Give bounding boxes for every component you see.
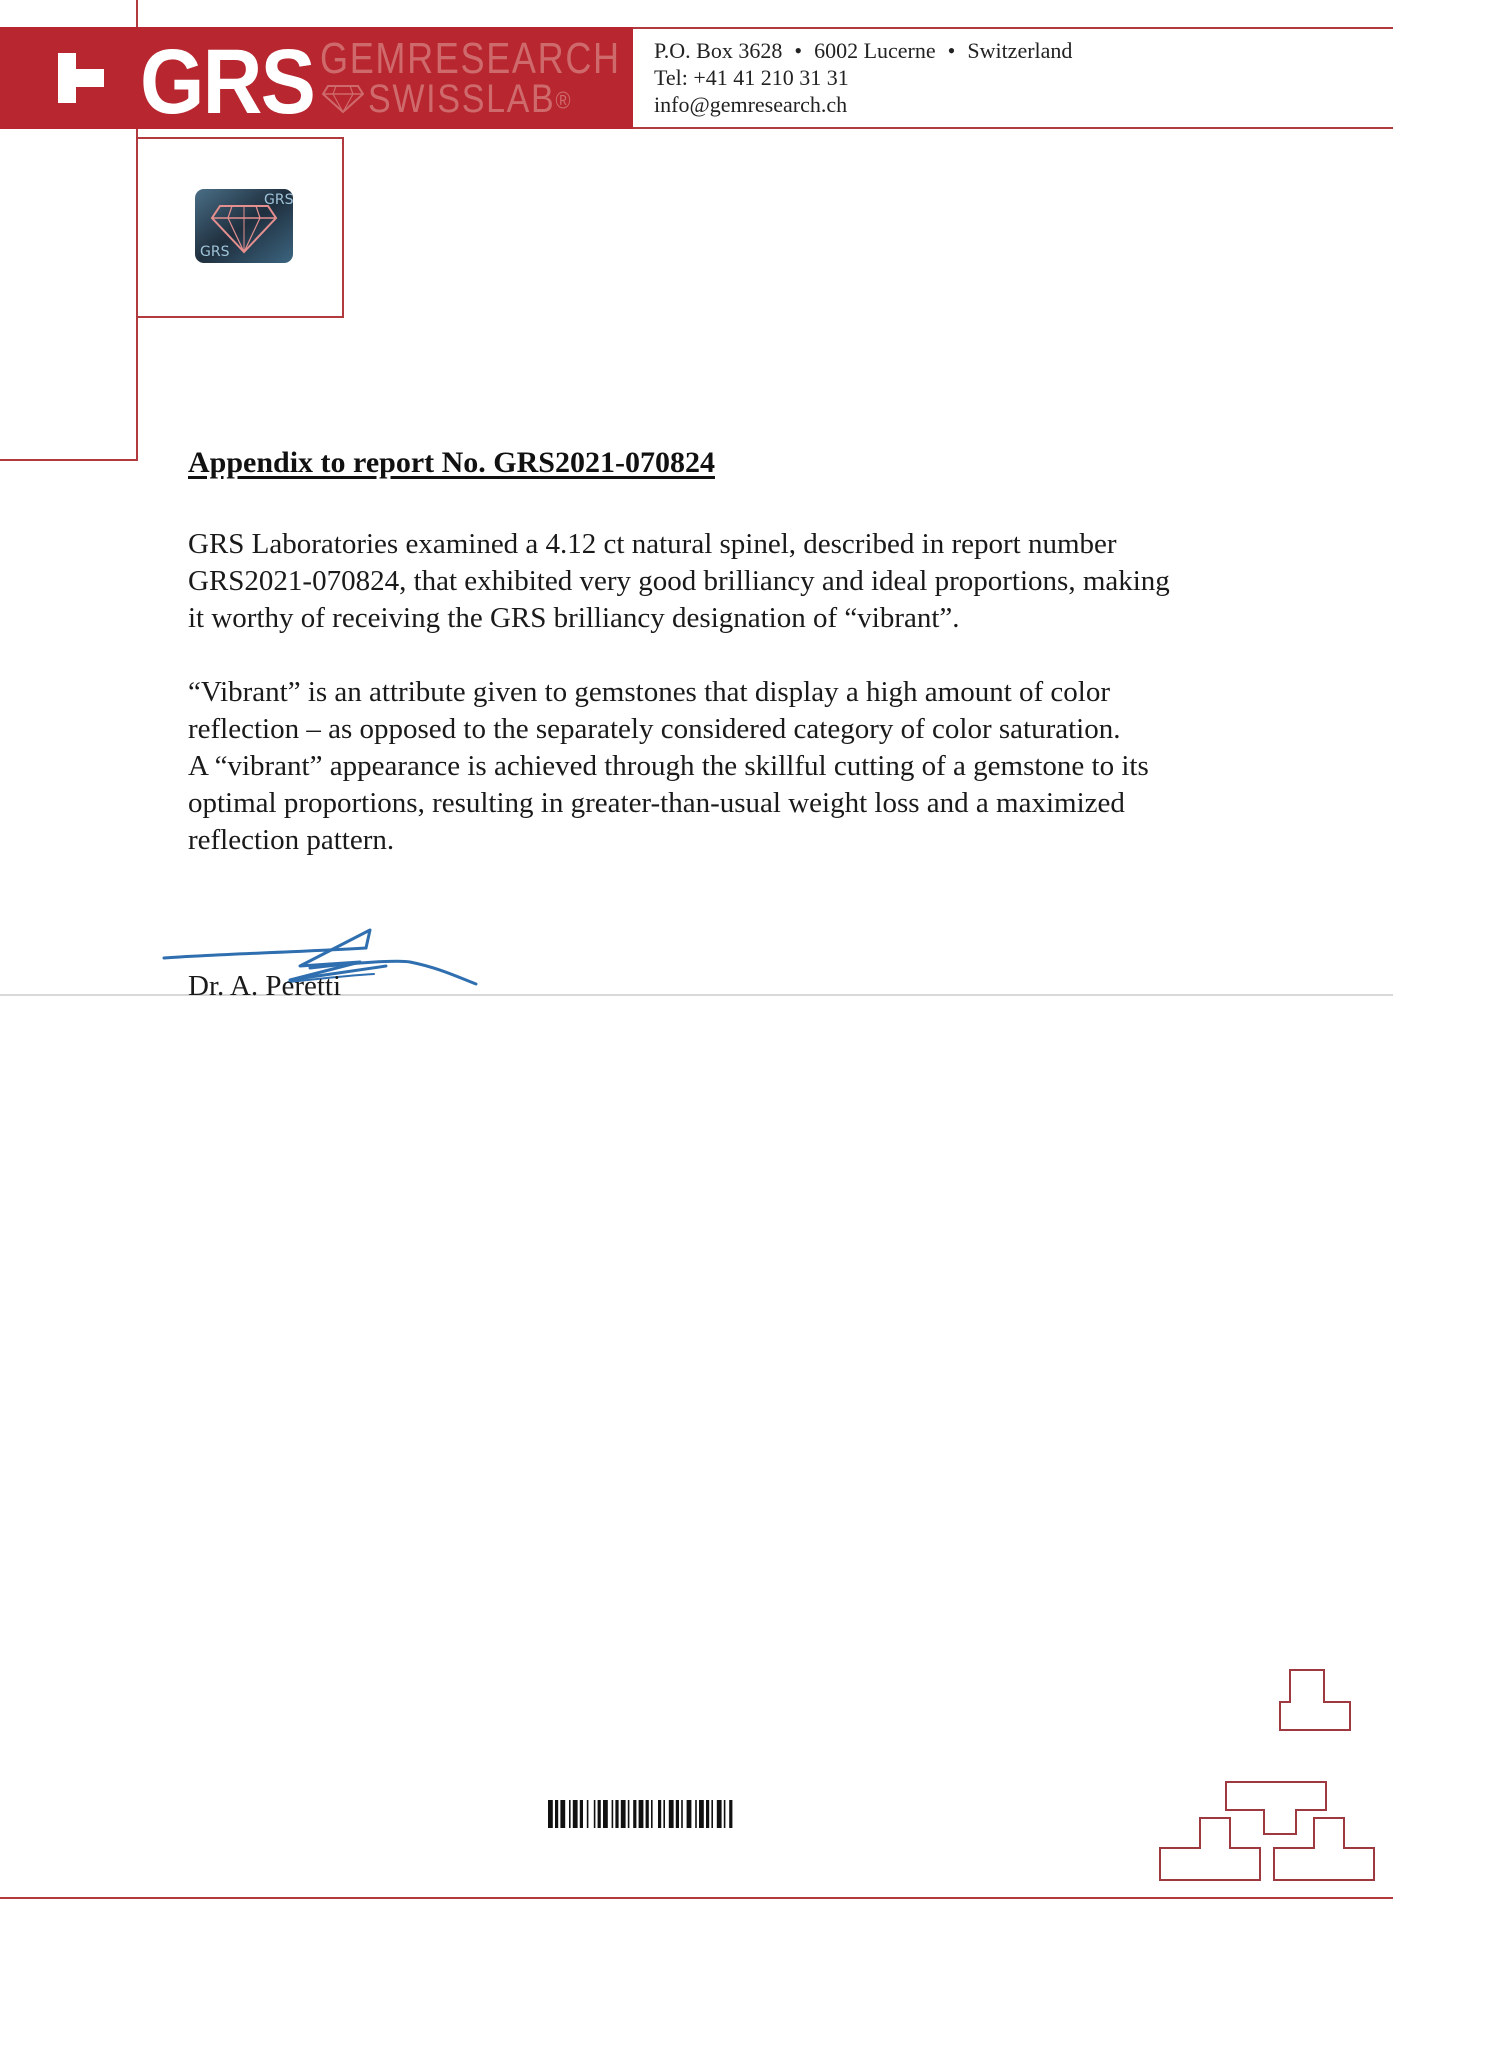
paragraph-2 [188, 674, 1288, 859]
logo-grs-text: GRS [140, 31, 315, 133]
barcode-bar [612, 1800, 614, 1828]
barcode-bar [639, 1800, 644, 1828]
signatory-name: Dr. A. Peretti [188, 970, 342, 1002]
header-top-rule [633, 27, 1393, 29]
appendix-title: Appendix to report No. GRS2021-070824 [188, 446, 715, 479]
address-city: 6002 Lucerne [814, 38, 936, 63]
paragraph-line: reflection pattern. [188, 824, 395, 856]
paragraph-line: it worthy of receiving the GRS brilliancy designation of “vibrant”. [188, 602, 960, 634]
svg-text:GRS: GRS [200, 244, 230, 260]
address-line-1 [654, 37, 1072, 64]
barcode-bar [687, 1800, 692, 1828]
logo-swisslab-label: SWISSLAB [368, 77, 556, 121]
barcode-bar [681, 1800, 683, 1828]
barcode-bar [598, 1800, 601, 1828]
frame-vertical-left [136, 129, 138, 459]
bullet-icon: • [794, 38, 803, 63]
barcode-bar [594, 1800, 596, 1828]
barcode-bar [628, 1800, 630, 1828]
barcode-bar [658, 1800, 661, 1828]
barcode-bar [711, 1800, 713, 1828]
swiss-cross-icon [58, 53, 104, 103]
paragraph-line: A “vibrant” appearance is achieved through the skillful cutting of a gemstone to its [188, 750, 1149, 782]
header-bottom-rule [633, 127, 1393, 129]
barcode-bar [646, 1800, 649, 1828]
barcode-bar [560, 1800, 565, 1828]
frame-box-right [342, 137, 344, 317]
barcode-bar [724, 1800, 726, 1828]
frame-box-top [136, 137, 344, 139]
barcode-bar [729, 1800, 732, 1828]
logo-swisslab-text [368, 79, 572, 121]
barcode-bar [573, 1800, 578, 1828]
address-country: Switzerland [967, 38, 1073, 63]
frame-box-bottom [136, 316, 344, 318]
barcode-bar [651, 1800, 653, 1828]
address-email: info@gemresearch.ch [654, 92, 848, 117]
decorative-cross-blocks [1150, 1660, 1390, 1885]
paragraph-line: “Vibrant” is an attribute given to gemstones that display a high amount of color [188, 676, 1111, 708]
footer-rule [0, 1897, 1393, 1899]
barcode-bar [699, 1800, 704, 1828]
paragraph-line: optimal proportions, resulting in greater-than-usual weight loss and a maximized [188, 787, 1125, 819]
barcode-bar [633, 1800, 636, 1828]
barcode-bar [706, 1800, 709, 1828]
po-box: P.O. Box 3628 [654, 38, 783, 63]
barcode [546, 1800, 840, 1828]
logo-gemresearch-text: GEMRESEARCH [320, 34, 621, 83]
barcode-bar [587, 1800, 589, 1828]
barcode-bar [621, 1800, 626, 1828]
frame-vertical-top [136, 0, 138, 27]
barcode-bar [695, 1800, 697, 1828]
frame-left-rule [0, 459, 138, 461]
paragraph-line: GRS2021-070824, that exhibited very good brilliancy and ideal proportions, making [188, 565, 1170, 597]
barcode-bar [555, 1800, 558, 1828]
barcode-bar [676, 1800, 679, 1828]
barcode-bar [603, 1800, 608, 1828]
address-block [654, 37, 1072, 118]
address-tel: Tel: +41 41 210 31 31 [654, 65, 849, 90]
registered-mark: ® [555, 87, 573, 115]
svg-text:GRS: GRS [264, 192, 294, 208]
hologram-diamond-icon [194, 188, 294, 264]
bullet-icon: • [947, 38, 956, 63]
logo-diamond-icon [322, 84, 364, 114]
barcode-bar [669, 1800, 674, 1828]
barcode-bar [717, 1800, 722, 1828]
barcode-bar [580, 1800, 583, 1828]
barcode-bar [615, 1800, 618, 1828]
barcode-bar [663, 1800, 665, 1828]
barcode-bar [569, 1800, 571, 1828]
paragraph-line: GRS Laboratories examined a 4.12 ct natural spinel, described in report number [188, 528, 1117, 560]
barcode-bar [548, 1800, 553, 1828]
paragraph-line: reflection – as opposed to the separately considered category of color saturation. [188, 713, 1121, 745]
paragraph-1 [188, 526, 1288, 637]
